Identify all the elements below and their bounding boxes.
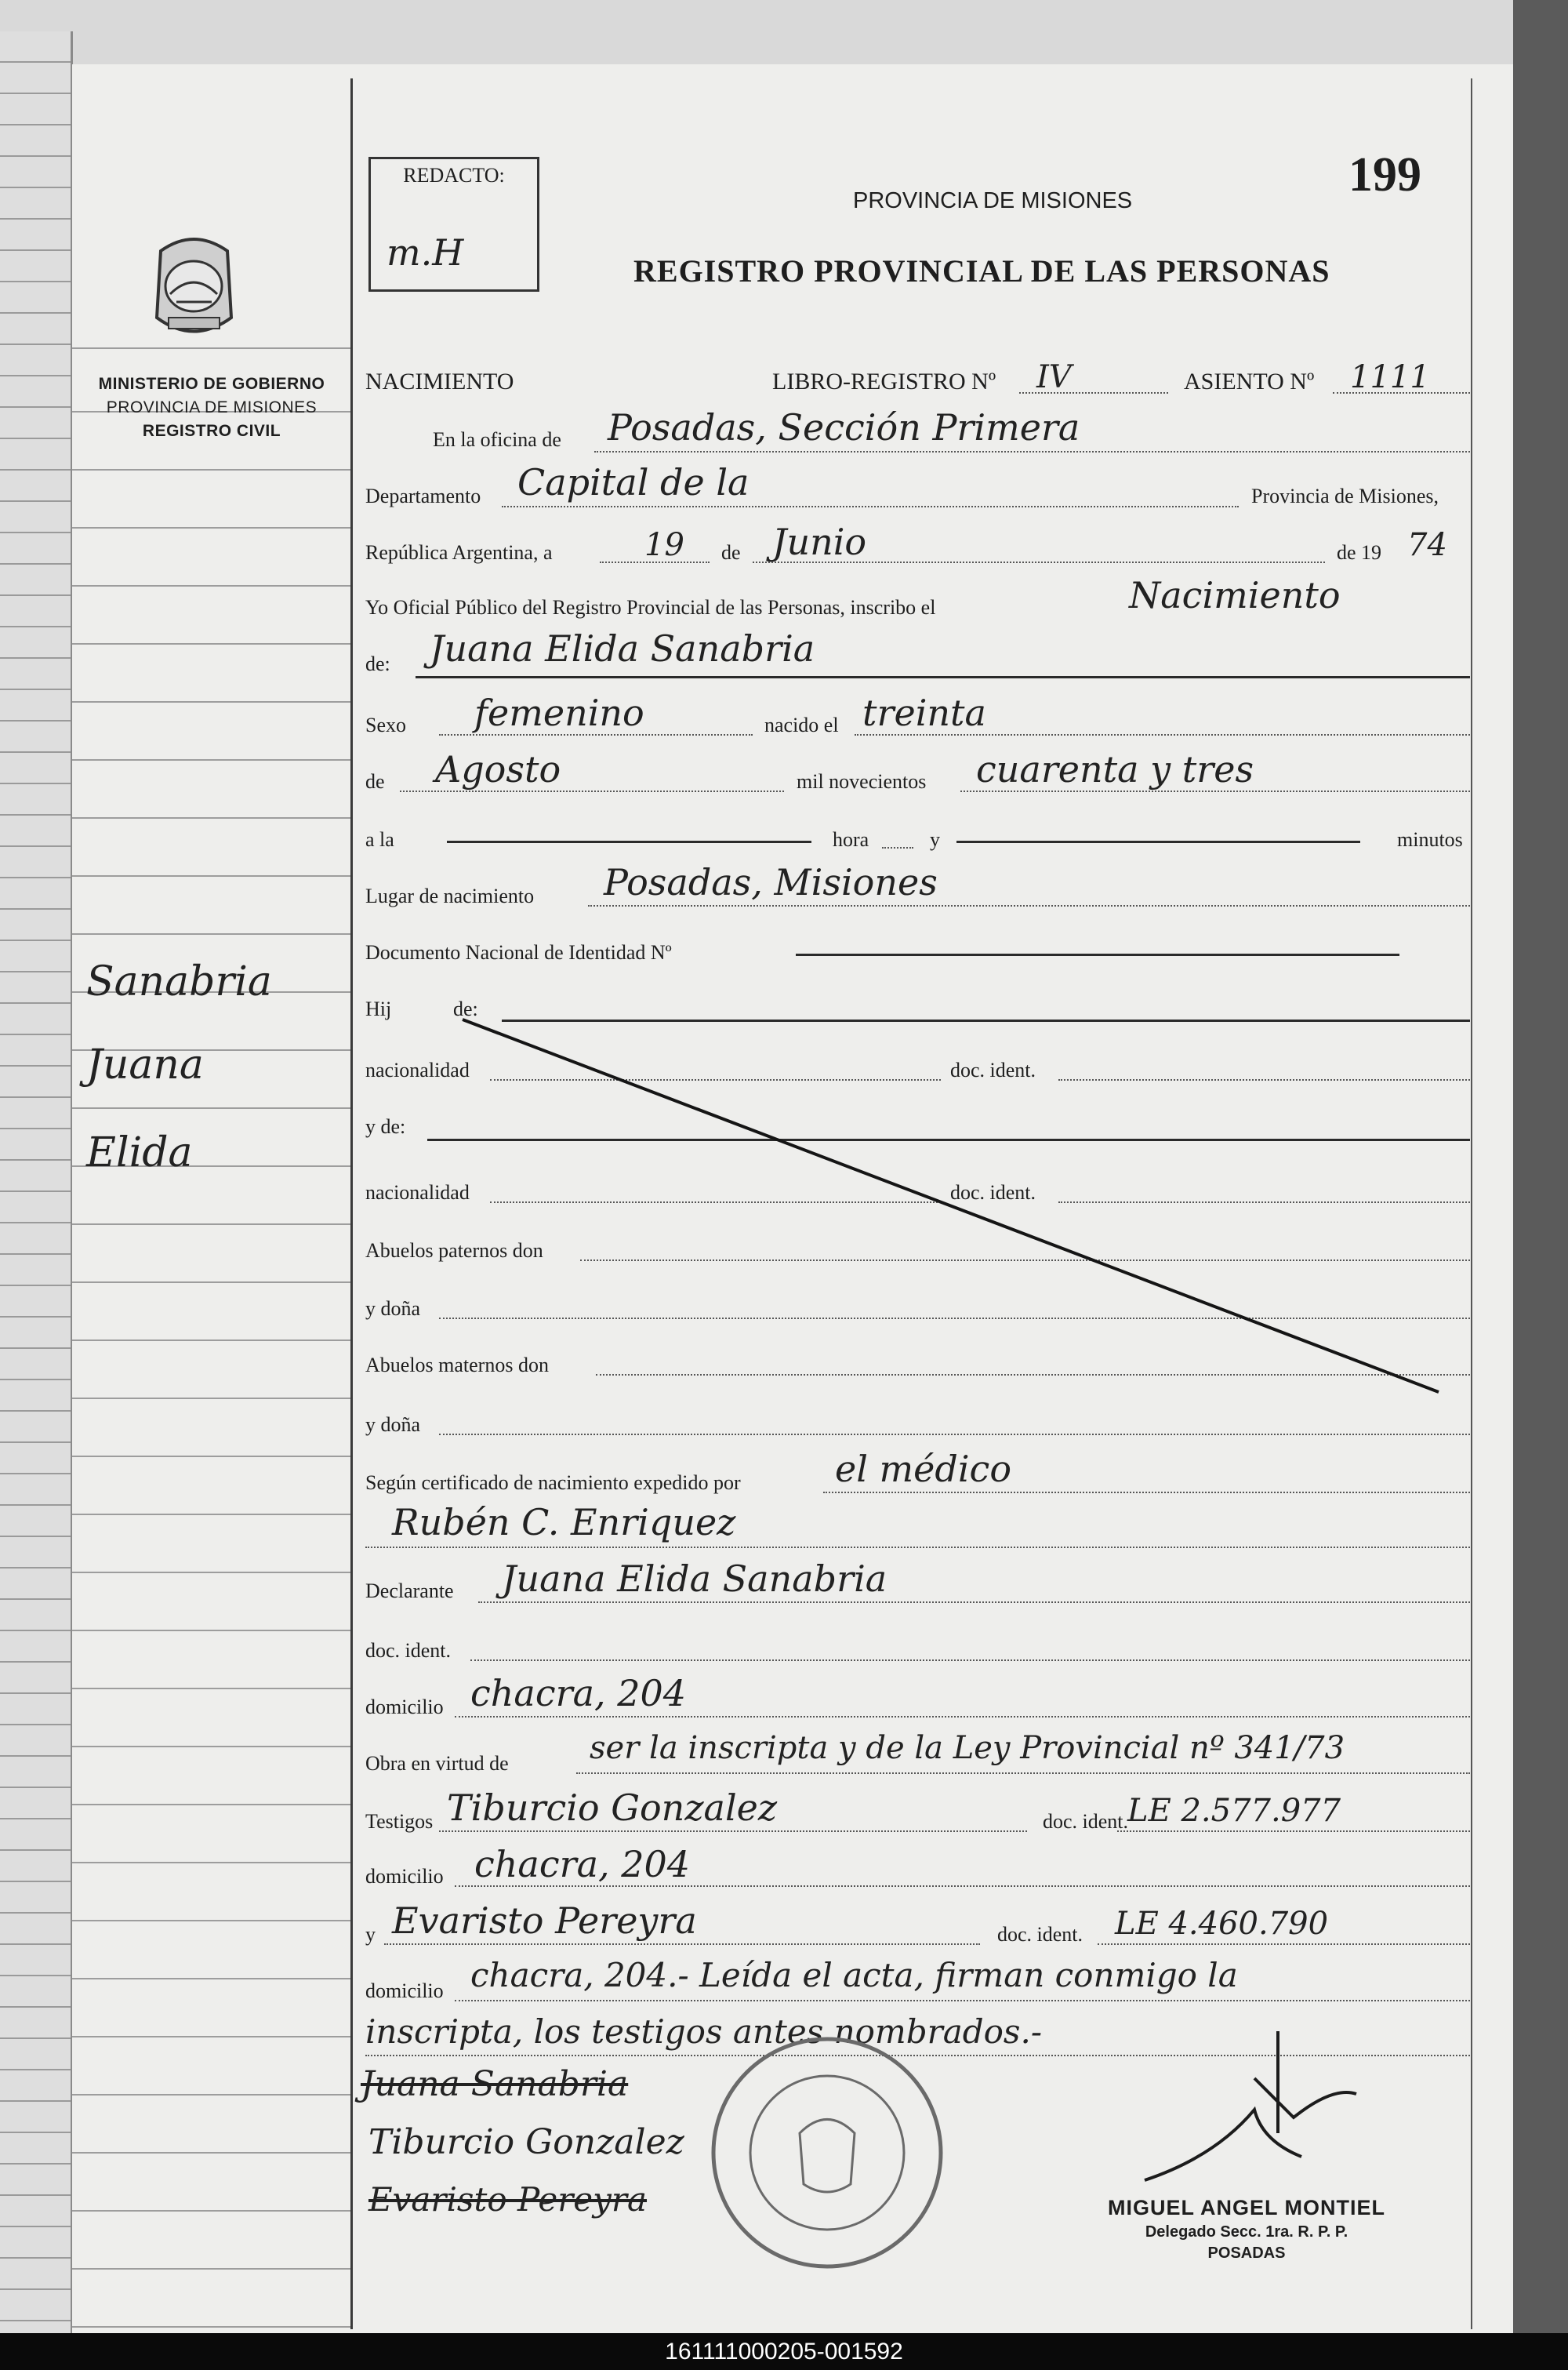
libro-label: LIBRO-REGISTRO Nº <box>772 369 996 394</box>
domicilio3-label: domicilio <box>365 1979 444 2002</box>
obra-label: Obra en virtud de <box>365 1752 509 1775</box>
signature-testigo-1: Tiburcio Gonzalez <box>368 2122 684 2162</box>
departamento-value: Capital de la <box>517 461 750 503</box>
month-value: Junio <box>772 521 867 563</box>
testigo1-doc: LE 2.577.977 <box>1127 1793 1341 1829</box>
margin-given-name-1: Juana <box>86 1041 204 1089</box>
official-role: Delegado Secc. 1ra. R. P. P. <box>1145 2223 1348 2241</box>
domicilio3-value: chacra, 204.- Leída el acta, firman conmigo la <box>470 1956 1238 1994</box>
province-crest-icon <box>145 227 243 345</box>
official-signature-block <box>1082 2196 1411 2263</box>
y-label: y <box>930 828 940 851</box>
hora-label: hora <box>833 828 869 851</box>
margin-given-name-2: Elida <box>86 1129 193 1176</box>
closing-text: inscripta, los testigos antes nombrados.- <box>365 2012 1043 2051</box>
sexo-value: femenino <box>474 692 644 734</box>
signature-inscripta: Juana Sanabria <box>361 2064 629 2104</box>
doc-ident2-label: doc. ident. <box>950 1181 1036 1204</box>
inscribo-value: Nacimiento <box>1129 574 1341 616</box>
ministry-header <box>78 373 345 443</box>
asiento-value: 1111 <box>1350 359 1430 395</box>
nacido-label: nacido el <box>764 714 839 736</box>
official-city: POSADAS <box>1207 2245 1286 2262</box>
margin-rule <box>350 78 353 2329</box>
official-name: MIGUEL ANGEL MONTIEL <box>1107 2196 1385 2219</box>
domicilio2-label: domicilio <box>365 1865 444 1888</box>
doc-ident-label: doc. ident. <box>950 1059 1036 1081</box>
ministry-name: MINISTERIO DE GOBIERNO <box>98 375 325 393</box>
nacionalidad-label: nacionalidad <box>365 1059 470 1081</box>
declarante-value: Juana Elida Sanabria <box>502 1558 887 1600</box>
inscribo-label: Yo Oficial Público del Registro Provincial de las Personas, inscribo el <box>365 596 936 619</box>
asiento-label: ASIENTO Nº <box>1184 369 1315 394</box>
birth-de-label: de <box>365 770 385 793</box>
declarante-label: Declarante <box>365 1579 454 1602</box>
lugar-label: Lugar de nacimiento <box>365 885 535 907</box>
nacionalidad2-label: nacionalidad <box>365 1181 470 1204</box>
margin-surname: Sanabria <box>86 958 272 1005</box>
redacto-label: REDACTO: <box>403 164 505 187</box>
testigo1-name: Tiburcio Gonzalez <box>447 1787 778 1829</box>
segun-label: Según certificado de nacimiento expedido por <box>365 1471 741 1494</box>
year-value: 74 <box>1407 527 1447 563</box>
domicilio-value: chacra, 204 <box>470 1672 687 1714</box>
yde-label: y de: <box>365 1115 406 1138</box>
sexo-label: Sexo <box>365 714 406 736</box>
oficina-value: Posadas, Sección Primera <box>608 406 1080 449</box>
ala-label: a la <box>365 828 394 851</box>
ydona2-label: y doña <box>365 1413 421 1436</box>
registry-title: REGISTRO PROVINCIAL DE LAS PERSONAS <box>633 253 1330 289</box>
redacto-box <box>368 157 539 292</box>
name-de-label: de: <box>365 652 390 675</box>
redacto-initials: m.H <box>387 231 464 274</box>
abuelos-maternos-label: Abuelos maternos don <box>365 1354 549 1376</box>
registered-name: Juana Elida Sanabria <box>430 627 815 670</box>
testigo2-y-label: y <box>365 1923 376 1946</box>
birth-year-value: cuarenta y tres <box>976 748 1254 791</box>
domicilio2-value: chacra, 204 <box>474 1843 691 1885</box>
hij-de-label: de: <box>453 998 478 1020</box>
official-signature-mark <box>1098 2023 1427 2196</box>
previous-page-edge <box>0 31 73 2333</box>
provincia-label: Provincia de Misiones, <box>1251 485 1439 507</box>
testigo2-name: Evaristo Pereyra <box>392 1899 697 1942</box>
act-type: NACIMIENTO <box>365 369 514 394</box>
image-id-footer: 161111000205-001592 <box>0 2333 1568 2370</box>
abuelos-paternos-label: Abuelos paternos don <box>365 1239 543 1262</box>
ydona-label: y doña <box>365 1297 421 1320</box>
year-label: de 19 <box>1337 541 1382 564</box>
de-label: de <box>721 541 741 564</box>
libro-value: IV <box>1036 359 1072 395</box>
doc-ident5-label: doc. ident. <box>997 1923 1083 1946</box>
domicilio-label: domicilio <box>365 1696 444 1718</box>
testigos-label: Testigos <box>365 1810 434 1833</box>
birth-month-value: Agosto <box>435 748 561 791</box>
ministry-registry: REGISTRO CIVIL <box>142 422 281 440</box>
nacido-value: treinta <box>862 692 986 734</box>
hij-label: Hij <box>365 998 392 1020</box>
lugar-value: Posadas, Misiones <box>604 861 938 903</box>
segun-value: el médico <box>835 1448 1012 1490</box>
doc-ident3-label: doc. ident. <box>365 1639 452 1662</box>
minutos-label: minutos <box>1397 828 1463 851</box>
departamento-label: Departamento <box>365 485 481 507</box>
medico-name: Rubén C. Enriquez <box>392 1501 736 1543</box>
registry-seal-stamp <box>706 2031 949 2274</box>
obra-value: ser la inscripta y de la Ley Provincial nº 341/73 <box>590 1730 1345 1766</box>
republica-label: República Argentina, a <box>365 541 553 564</box>
signature-testigo-2: Evaristo Pereyra <box>368 2180 648 2219</box>
testigo2-doc: LE 4.460.790 <box>1115 1906 1329 1942</box>
province-title: PROVINCIA DE MISIONES <box>853 188 1133 213</box>
void-strike-line <box>455 1012 1474 1419</box>
doc-ident4-label: doc. ident. <box>1043 1810 1129 1833</box>
oficina-label: En la oficina de <box>433 428 561 451</box>
dni-label: Documento Nacional de Identidad Nº <box>365 941 672 964</box>
day-value: 19 <box>644 527 684 563</box>
folio-number: 199 <box>1348 148 1421 202</box>
mil-label: mil novecientos <box>797 770 927 793</box>
ministry-province: PROVINCIA DE MISIONES <box>106 398 318 416</box>
